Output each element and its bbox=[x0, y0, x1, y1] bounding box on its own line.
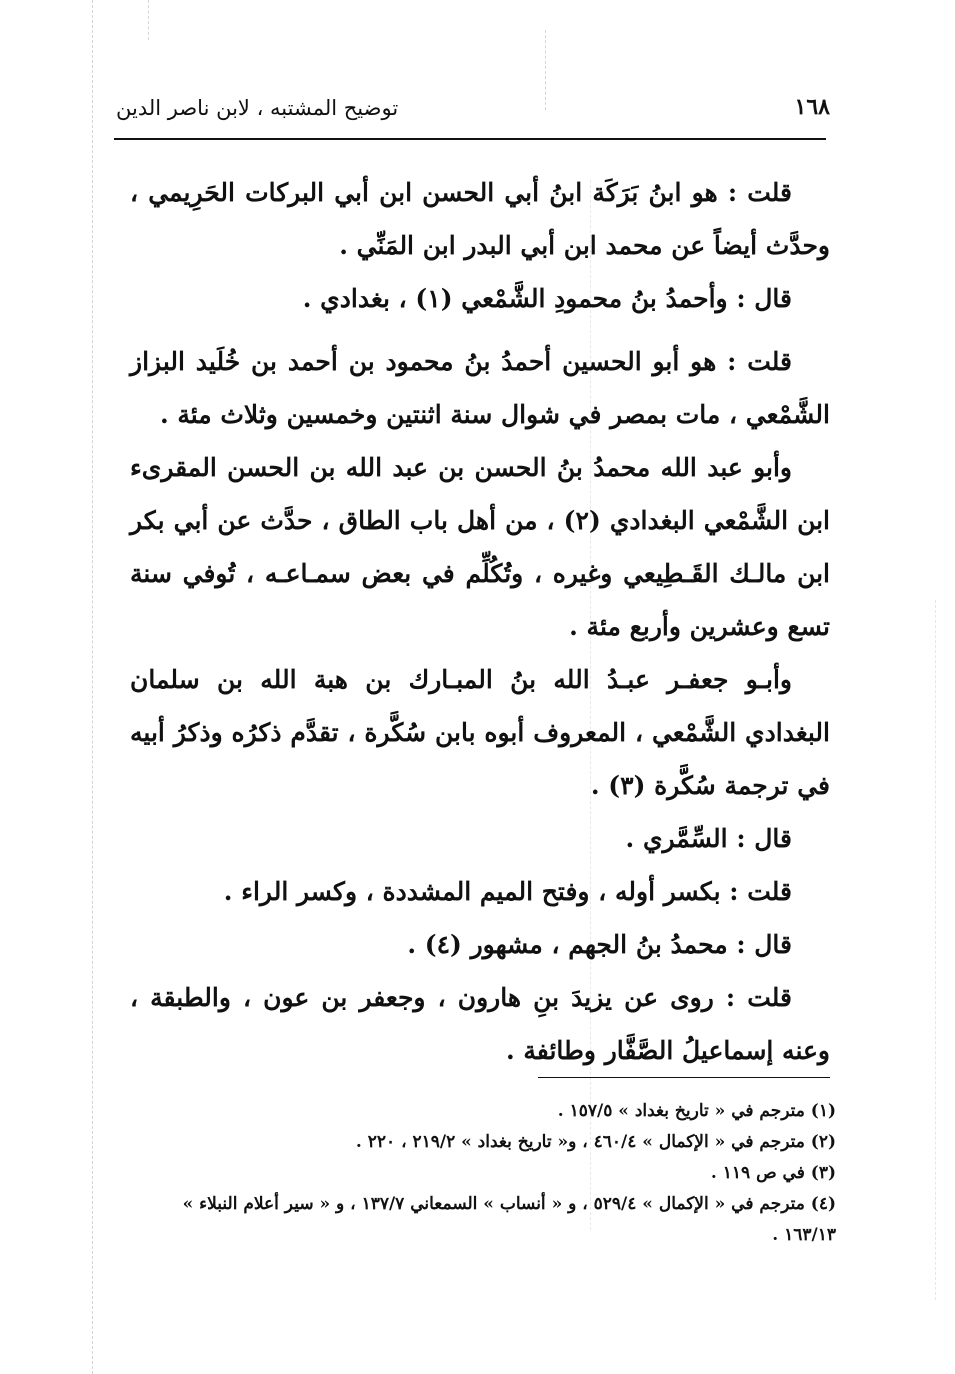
paragraph: قلت : روى عن يزيدَ بنِ هارون ، وجعفر بن عون ، والطبقة ، وعنه إسماعيلُ الصَّفَّار وطائفة . bbox=[130, 983, 830, 1065]
scan-artifact-line bbox=[92, 0, 93, 1374]
header-divider bbox=[114, 138, 826, 140]
paragraph: وأبـو جعفـر عبـدُ الله بنُ المبـارك بن هبة الله بن سلمان البغدادي الشَّمْعي ، المعروف أبوه بابن سُكَّرة ، تقدَّم ذكرُه وذكرُ أبيه في ترجمة سُكَّرة (٣) . bbox=[130, 665, 830, 800]
scan-artifact-line bbox=[148, 0, 149, 40]
paragraph: قال : وأحمدُ بنُ محمودِ الشَّمْعي (١) ، بغدادي . bbox=[302, 284, 792, 313]
footnote: (١) مترجم في « تاريخ بغداد » ١٥٧/٥ . bbox=[557, 1101, 836, 1121]
footnotes bbox=[150, 1096, 836, 1251]
paragraph: قال : السِّمَّري . bbox=[625, 824, 792, 853]
main-text bbox=[130, 166, 830, 1077]
paragraph: وأبو عبد الله محمدُ بنُ الحسن بن عبد الله بن الحسن المقرىء ابن الشَّمْعي البغدادي (٢) ، من أهل باب الطاق ، حدَّث عن أبي بكر ابن مالـك القَـطِيعي وغيره ، وتُكُلِّم في بعض سمـاعـه ، تُوفي سنة تسع وعشرين وأربع مئة . bbox=[130, 453, 830, 641]
footnote-divider bbox=[538, 1077, 830, 1078]
footnote: (٢) مترجم في « الإكمال » ٤٦٠/٤ ، و« تاريخ بغداد » ٢١٩/٢ ، ٢٢٠ . bbox=[355, 1132, 836, 1152]
page-number: ١٦٨ bbox=[794, 94, 830, 120]
paragraph: قلت : بكسر أوله ، وفتح الميم المشددة ، وكسر الراء . bbox=[223, 877, 792, 906]
footnote: (٣) في ص ١١٩ . bbox=[710, 1163, 836, 1183]
scan-artifact-line bbox=[935, 600, 936, 1300]
running-title: توضيح المشتبه ، لابن ناصر الدين bbox=[116, 96, 399, 120]
page-header bbox=[110, 92, 830, 128]
paragraph: قلت : هو أبو الحسين أحمدُ بنُ محمود بن أحمد بن خُلَيد البزاز الشَّمْعي ، مات بمصر في شوال سنة اثنتين وخمسين وثلاث مئة . bbox=[130, 347, 830, 429]
paragraph: قال : محمدُ بنُ الجهم ، مشهور (٤) . bbox=[407, 930, 792, 959]
paragraph: قلت : هو ابنُ بَرَكَة ابنُ أبي الحسن ابن أبي البركات الحَرِيمي ، وحدَّث أيضاً عن محمد ابن أبي البدر ابن المَنِّي . bbox=[130, 178, 830, 260]
footnote: (٤) مترجم في « الإكمال » ٥٢٩/٤ ، و « أنساب » السمعاني ١٣٧/٧ ، و « سير أعلام النبلاء » ١٦٣/١٣ . bbox=[182, 1194, 836, 1245]
